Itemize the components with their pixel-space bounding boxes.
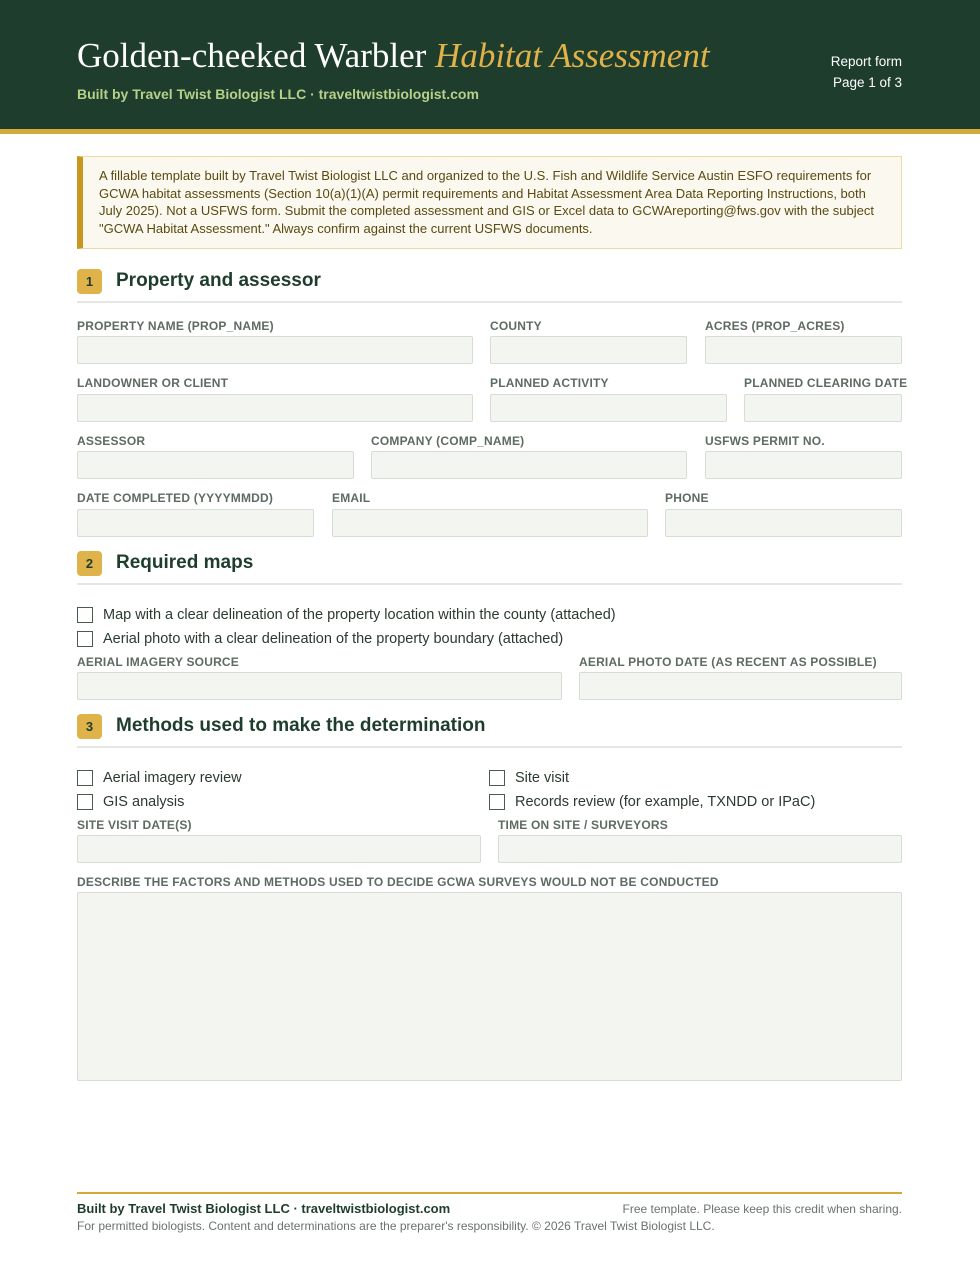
property-name-input[interactable] [77,336,473,364]
date-completed-label: DATE COMPLETED (YYYYMMDD) [77,491,274,505]
site-visit-dates-label: SITE VISIT DATE(S) [77,818,192,832]
header-meta [831,51,902,93]
acres-input[interactable] [705,336,902,364]
section-1-title: Property and assessor [116,270,321,291]
email-input[interactable] [332,509,648,537]
check-gis-analysis[interactable] [77,794,184,810]
check-location-map-label: Map with a clear delineation of the property location within the county (attached) [103,607,616,623]
checkbox[interactable] [77,631,93,647]
acres-label: ACRES (PROP_ACRES) [705,319,845,333]
time-on-site-label: TIME ON SITE / SURVEYORS [498,818,668,832]
check-aerial-photo-label: Aerial photo with a clear delineation of the property boundary (attached) [103,631,564,647]
planned-clearing-label: PLANNED CLEARING DATE [744,376,908,390]
page-title [77,36,710,76]
imagery-source-input[interactable] [77,672,562,700]
checkbox[interactable] [77,770,93,786]
check-records-review[interactable] [489,794,815,810]
check-site-visit-label: Site visit [515,770,569,786]
landowner-label: LANDOWNER OR CLIENT [77,376,229,390]
page-header [0,0,980,134]
county-label: COUNTY [490,319,542,333]
photo-date-label: AERIAL PHOTO DATE (AS RECENT AS POSSIBLE) [579,655,877,669]
county-input[interactable] [490,336,687,364]
form-type: Report form [830,54,902,69]
section-2-title: Required maps [116,552,254,573]
notice-box: A fillable template built by Travel Twist Biologist LLC and organized to the U.S. Fish and Wildlife Service Austin ESFO requirements for GCWA habitat assessments (Section 10(a)(1)(A) permit requirements and Habitat Assessment Area Data Reporting Instructions, both July 2025). Not a USFWS form. Submit the completed assessment and GIS or Excel data to GCWAreporting@fws.gov with the subject "GCWA Habitat Assessment." Always confirm against the current USFWS documents. [77,156,902,249]
section-1-badge: 1 [77,269,102,294]
date-completed-input[interactable] [77,509,314,537]
footer-divider [77,1192,902,1194]
site-visit-dates-input[interactable] [77,835,481,863]
time-on-site-input[interactable] [498,835,902,863]
imagery-source-label: AERIAL IMAGERY SOURCE [77,655,239,669]
checkbox[interactable] [489,794,505,810]
footer-credit: Built by Travel Twist Biologist LLC · traveltwistbiologist.com [77,1201,451,1216]
permit-label: USFWS PERMIT NO. [705,434,825,448]
phone-label: PHONE [665,491,709,505]
title-accent: Habitat Assessment [435,36,710,75]
checkbox[interactable] [489,770,505,786]
checkbox[interactable] [77,794,93,810]
describe-textarea[interactable] [77,892,902,1081]
email-label: EMAIL [332,491,371,505]
section-2-header [77,551,902,585]
landowner-input[interactable] [77,394,473,422]
assessor-label: ASSESSOR [77,434,146,448]
photo-date-input[interactable] [579,672,902,700]
section-3-badge: 3 [77,714,102,739]
company-label: COMPANY (COMP_NAME) [371,434,525,448]
property-name-label: PROPERTY NAME (PROP_NAME) [77,319,274,333]
section-3-title: Methods used to make the determination [116,715,486,736]
check-aerial-review-label: Aerial imagery review [103,770,242,786]
header-subtitle: Built by Travel Twist Biologist LLC · traveltwistbiologist.com [77,86,479,102]
check-site-visit[interactable] [489,770,569,786]
check-location-map[interactable] [77,607,616,623]
section-2-badge: 2 [77,551,102,576]
check-gis-analysis-label: GIS analysis [103,794,185,810]
section-1-header [77,269,902,303]
section-3-header [77,714,902,748]
check-aerial-review[interactable] [77,770,242,786]
company-input[interactable] [371,451,687,479]
phone-input[interactable] [665,509,902,537]
check-records-review-label: Records review (for example, TXNDD or IPaC) [515,794,816,810]
describe-label: DESCRIBE THE FACTORS AND METHODS USED TO DECIDE GCWA SURVEYS WOULD NOT BE CONDUCTED [77,875,719,889]
permit-input[interactable] [705,451,902,479]
check-aerial-photo[interactable] [77,631,563,647]
planned-activity-input[interactable] [490,394,727,422]
assessor-input[interactable] [77,451,354,479]
footer-sharing-note: Free template. Please keep this credit when sharing. [622,1202,902,1216]
page-indicator: Page 1 of 3 [832,75,902,90]
planned-clearing-input[interactable] [744,394,902,422]
checkbox[interactable] [77,607,93,623]
footer-disclaimer: For permitted biologists. Content and determinations are the preparer's responsibility. © 2026 Travel Twist Biologist LLC. [77,1219,715,1233]
planned-activity-label: PLANNED ACTIVITY [490,376,609,390]
title-main: Golden-cheeked Warbler [77,36,427,75]
